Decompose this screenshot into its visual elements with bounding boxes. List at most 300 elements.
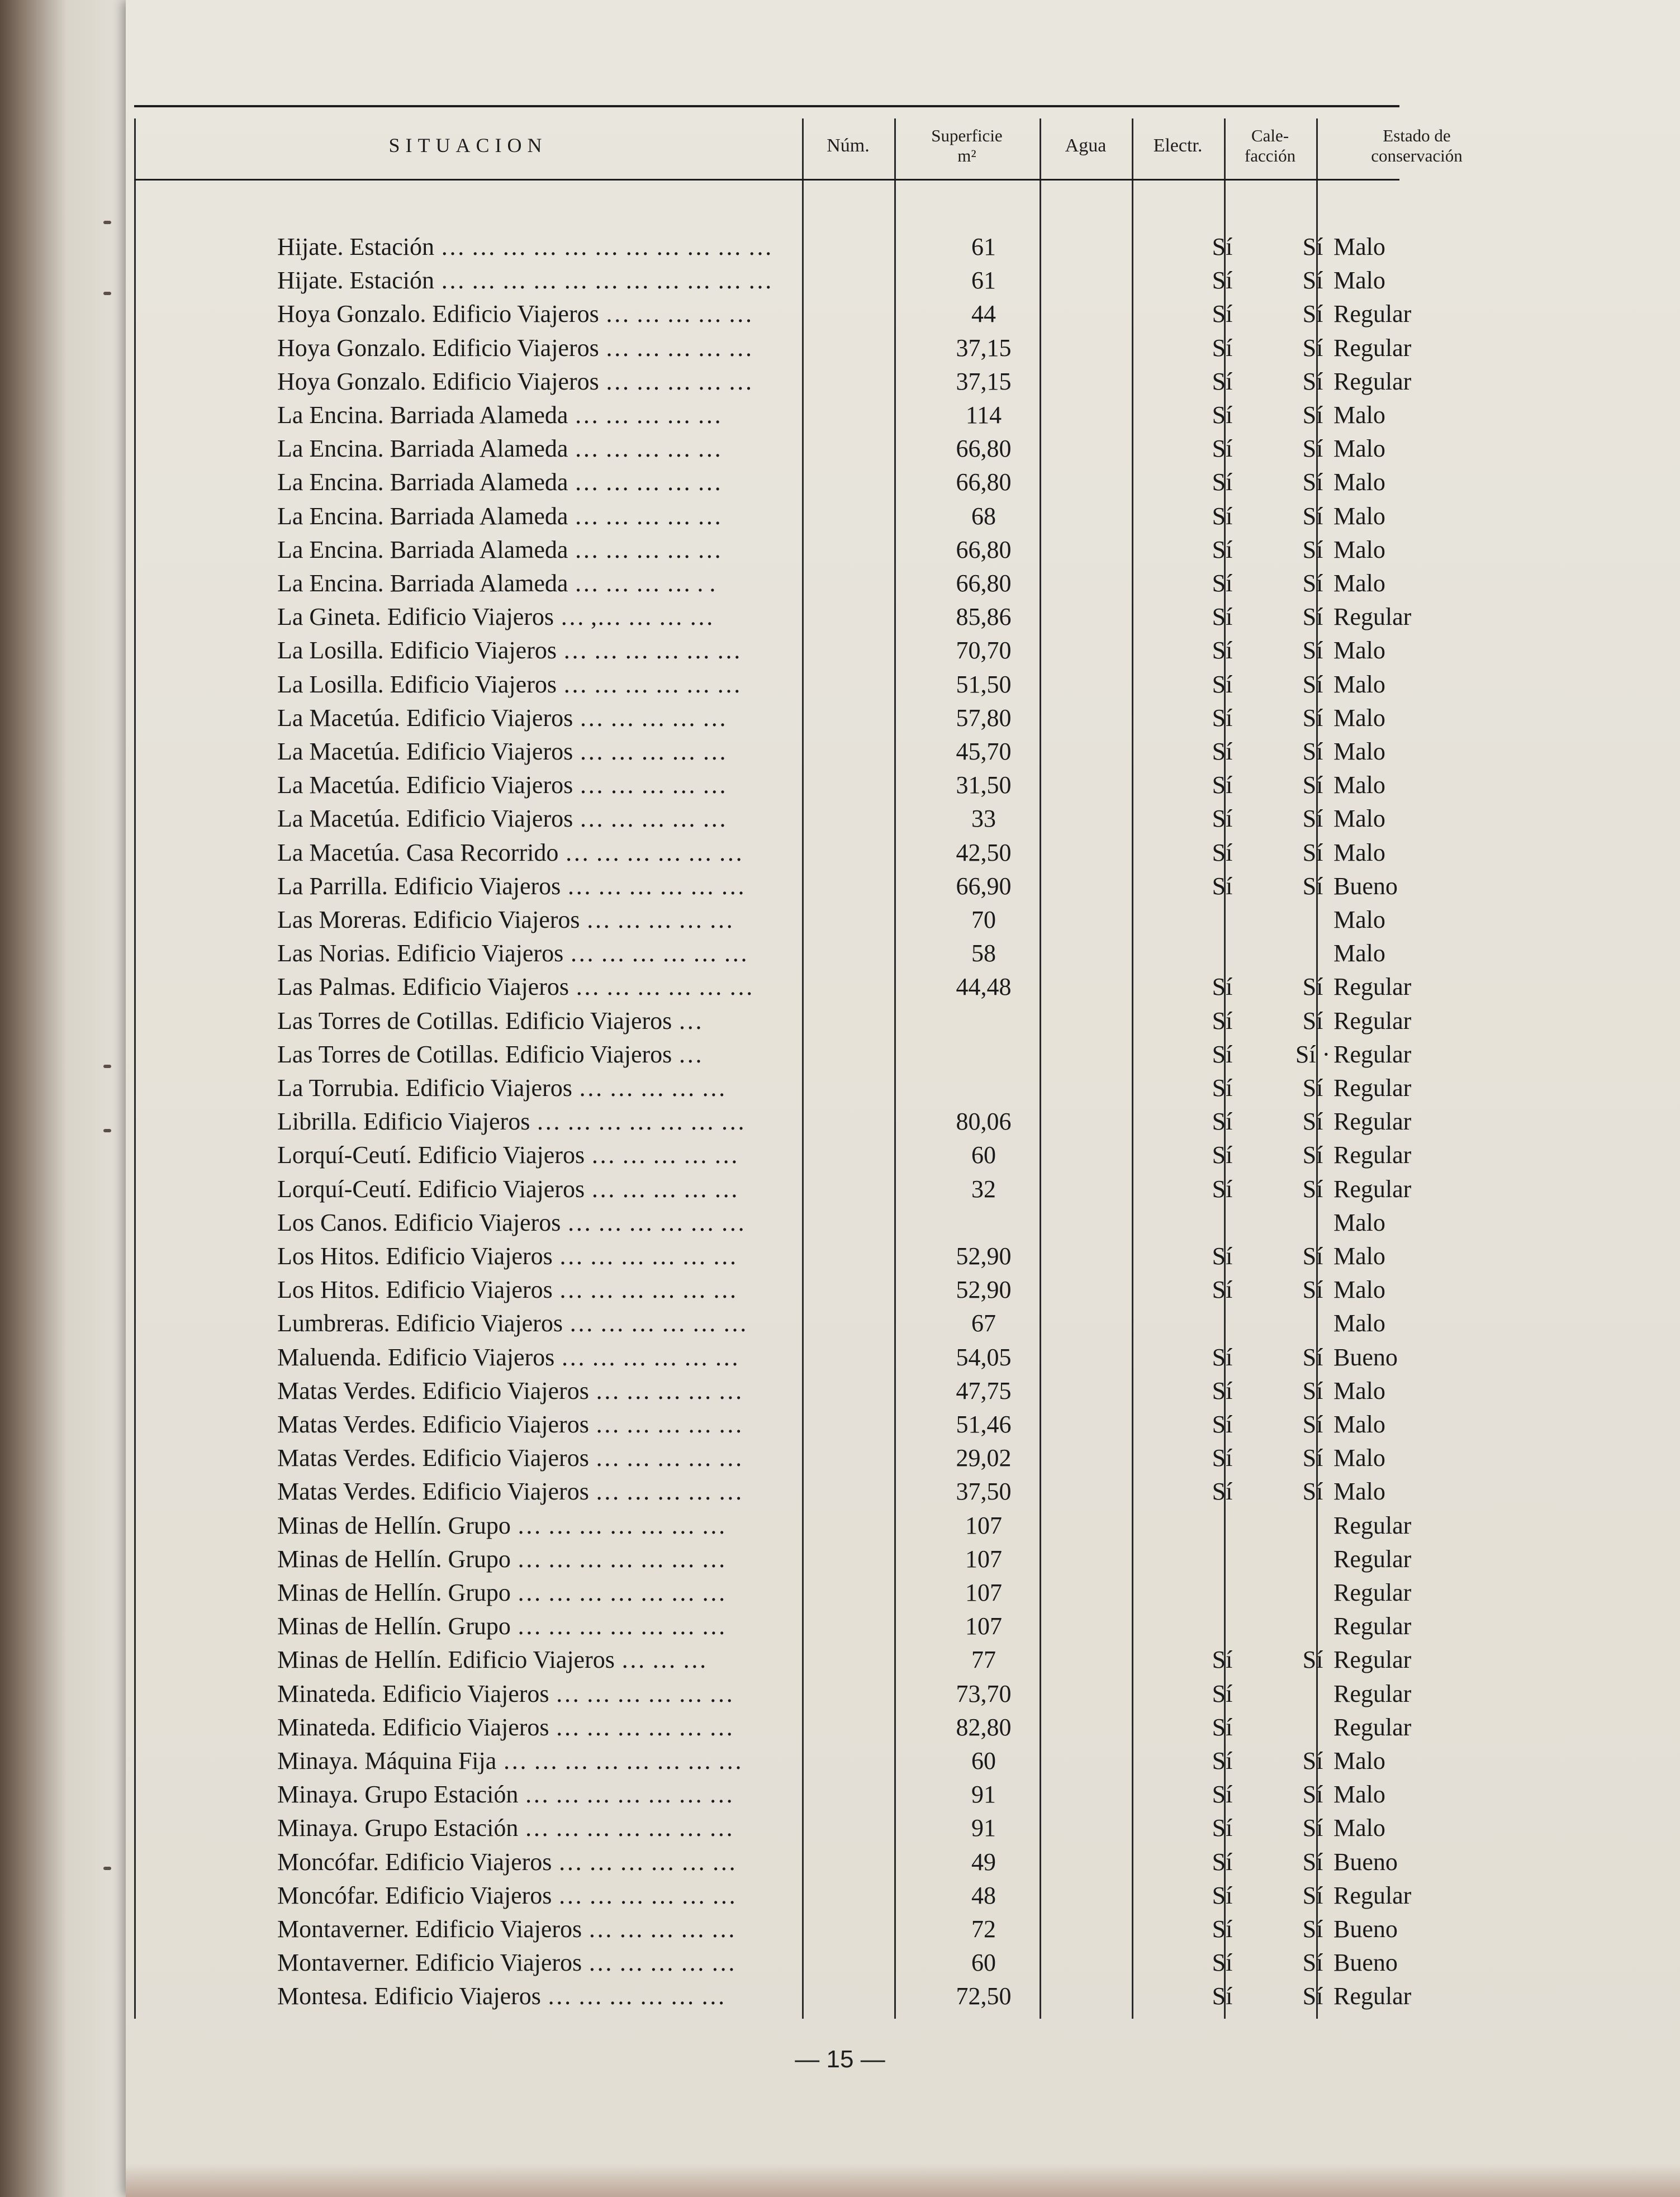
cell-situacion: Matas Verdes. Edificio Viajeros … … … … … <box>277 1478 743 1506</box>
cell-estado: Malo <box>1333 502 1385 530</box>
cell-superficie: 68 <box>971 502 996 530</box>
cell-situacion: Las Norias. Edificio Viajeros … … … … … … <box>277 939 748 967</box>
cell-agua: Sí <box>1212 233 1233 260</box>
cell-situacion: Hoya Gonzalo. Edificio Viajeros … … … … … <box>277 300 753 328</box>
table-row <box>134 1071 1412 1105</box>
cell-estado: Malo <box>1333 939 1385 967</box>
table-row <box>134 1643 1412 1677</box>
cell-electr: Sí <box>1302 1949 1323 1977</box>
cell-superficie: 107 <box>965 1511 1002 1539</box>
cell-agua: Sí <box>1212 1646 1233 1674</box>
header-situacion: SITUACION <box>388 134 548 157</box>
cell-electr: Sí <box>1302 1377 1323 1404</box>
cell-electr: Sí · <box>1295 1040 1331 1068</box>
cell-situacion: Montaverner. Edificio Viajeros … … … … … <box>277 1915 736 1943</box>
cell-estado: Malo <box>1333 1309 1385 1337</box>
inventory-table <box>134 105 1463 2019</box>
cell-situacion: Matas Verdes. Edificio Viajeros … … … … … <box>277 1377 743 1404</box>
table-row <box>134 567 1399 600</box>
cell-agua: Sí <box>1212 1713 1233 1741</box>
table-row <box>134 1004 1412 1038</box>
cell-electr: Sí <box>1302 1814 1323 1842</box>
cell-superficie: 60 <box>971 1949 996 1977</box>
cell-estado: Regular <box>1333 1612 1412 1640</box>
cell-estado: Malo <box>1333 435 1385 463</box>
cell-electr: Sí <box>1302 401 1323 429</box>
cell-superficie: 66,80 <box>956 468 1012 496</box>
cell-agua: Sí <box>1212 502 1233 530</box>
cell-estado: Malo <box>1333 805 1385 833</box>
cell-situacion: Hoya Gonzalo. Edificio Viajeros … … … … … <box>277 334 753 362</box>
cell-situacion: Minateda. Edificio Viajeros … … … … … … <box>277 1679 734 1707</box>
cell-situacion: La Encina. Barriada Alameda … … … … … <box>277 468 722 496</box>
cell-situacion: La Parrilla. Edificio Viajeros … … … … … … <box>277 872 746 900</box>
page-number: — 15 — <box>795 2046 885 2073</box>
cell-superficie: 61 <box>971 267 996 295</box>
cell-situacion: Los Hitos. Edificio Viajeros … … … … … … <box>277 1242 737 1270</box>
cell-electr: Sí <box>1302 1108 1323 1136</box>
cell-situacion: Minateda. Edificio Viajeros … … … … … … <box>277 1713 734 1741</box>
cell-situacion: La Macetúa. Casa Recorrido … … … … … … <box>277 838 743 866</box>
table-row <box>134 1711 1412 1744</box>
cell-electr: Sí <box>1302 1881 1323 1909</box>
cell-estado: Regular <box>1333 334 1412 362</box>
cell-superficie: 51,46 <box>956 1411 1012 1438</box>
table-row <box>134 1543 1412 1576</box>
cell-estado: Regular <box>1333 603 1412 631</box>
cell-situacion: La Macetúa. Edificio Viajeros … … … … … <box>277 704 727 732</box>
cell-estado: Bueno <box>1333 872 1398 900</box>
cell-superficie: 60 <box>971 1141 996 1169</box>
cell-superficie: 37,15 <box>956 367 1012 395</box>
cell-estado: Malo <box>1333 468 1385 496</box>
cell-agua: Sí <box>1212 1411 1233 1438</box>
cell-estado: Malo <box>1333 704 1385 732</box>
cell-estado: Malo <box>1333 1814 1385 1842</box>
cell-estado: Regular <box>1333 1713 1412 1741</box>
cell-agua: Sí <box>1212 1679 1233 1707</box>
cell-agua: Sí <box>1212 1141 1233 1169</box>
cell-superficie: 44 <box>971 300 996 328</box>
cell-electr: Sí <box>1302 334 1323 362</box>
cell-superficie: 80,06 <box>956 1108 1012 1136</box>
table-row <box>134 1610 1412 1643</box>
cell-electr: Sí <box>1302 535 1323 563</box>
table-header <box>134 113 1463 181</box>
header-num: Núm. <box>827 135 870 156</box>
cell-situacion: Hijate. Estación … … … … … … … … … … … <box>277 267 773 295</box>
cell-situacion: Minaya. Grupo Estación … … … … … … … <box>277 1781 734 1809</box>
cell-superficie: 107 <box>965 1612 1002 1640</box>
cell-situacion: Matas Verdes. Edificio Viajeros … … … … … <box>277 1411 743 1438</box>
cell-estado: Malo <box>1333 1242 1385 1270</box>
table-row <box>134 365 1412 398</box>
cell-estado: Malo <box>1333 233 1385 260</box>
cell-electr: Sí <box>1302 704 1323 732</box>
cell-situacion: Moncófar. Edificio Viajeros … … … … … … <box>277 1881 737 1909</box>
cell-agua: Sí <box>1212 1881 1233 1909</box>
cell-superficie: 61 <box>971 233 996 260</box>
table-row <box>134 1341 1399 1374</box>
header-superficie-label: Superficie <box>931 126 1003 146</box>
cell-electr: Sí <box>1302 300 1323 328</box>
table-row <box>134 937 1399 970</box>
cell-agua: Sí <box>1212 1040 1233 1068</box>
cell-superficie: 66,90 <box>956 872 1012 900</box>
table-row <box>134 1105 1412 1138</box>
cell-electr: Sí <box>1302 805 1323 833</box>
cell-agua: Sí <box>1212 838 1233 866</box>
cell-agua: Sí <box>1212 1949 1233 1977</box>
table-row <box>134 398 1399 432</box>
cell-superficie: 70 <box>971 906 996 933</box>
cell-electr: Sí <box>1302 1343 1323 1371</box>
cell-electr: Sí <box>1302 570 1323 597</box>
cell-estado: Malo <box>1333 267 1385 295</box>
cell-electr: Sí <box>1302 1141 1323 1169</box>
cell-superficie: 60 <box>971 1747 996 1774</box>
cell-estado: Malo <box>1333 1747 1385 1774</box>
cell-electr: Sí <box>1302 1747 1323 1774</box>
cell-situacion: La Encina. Barriada Alameda … … … … . . <box>277 570 716 597</box>
cell-agua: Sí <box>1212 1814 1233 1842</box>
cell-superficie: 45,70 <box>956 738 1012 765</box>
cell-estado: Malo <box>1333 1781 1385 1809</box>
cell-estado: Regular <box>1333 1881 1412 1909</box>
cell-superficie: 32 <box>971 1175 996 1203</box>
header-calefaccion-line2: facción <box>1244 146 1296 165</box>
cell-estado: Malo <box>1333 906 1385 933</box>
cell-agua: Sí <box>1212 267 1233 295</box>
cell-estado: Malo <box>1333 1208 1385 1236</box>
cell-agua: Sí <box>1212 1747 1233 1774</box>
cell-estado: Regular <box>1333 1108 1412 1136</box>
cell-agua: Sí <box>1212 1007 1233 1035</box>
table-row <box>134 634 1399 667</box>
cell-situacion: La Macetúa. Edificio Viajeros … … … … … <box>277 805 727 833</box>
cell-situacion: La Encina. Barriada Alameda … … … … … <box>277 502 722 530</box>
table-row <box>134 264 1399 297</box>
table-row <box>134 735 1399 768</box>
cell-situacion: Los Hitos. Edificio Viajeros … … … … … … <box>277 1276 737 1304</box>
cell-agua: Sí <box>1212 1848 1233 1876</box>
table-row <box>134 668 1399 701</box>
cell-situacion: Minas de Hellín. Grupo … … … … … … … <box>277 1511 726 1539</box>
cell-situacion: Los Canos. Edificio Viajeros … … … … … … <box>277 1208 746 1236</box>
header-superficie-unit: m² <box>957 146 976 165</box>
cell-agua: Sí <box>1212 1276 1233 1304</box>
cell-superficie: 42,50 <box>956 838 1012 866</box>
cell-estado: Malo <box>1333 1377 1385 1404</box>
cell-estado: Regular <box>1333 1040 1412 1068</box>
cell-estado: Regular <box>1333 367 1412 395</box>
cell-situacion: Minas de Hellín. Grupo … … … … … … … <box>277 1612 726 1640</box>
cell-situacion: Las Moreras. Edificio Viajeros … … … … … <box>277 906 734 933</box>
cell-situacion: Lorquí-Ceutí. Edificio Viajeros … … … … … <box>277 1141 739 1169</box>
cell-superficie: 31,50 <box>956 771 1012 799</box>
cell-situacion: Maluenda. Edificio Viajeros … … … … … … <box>277 1343 739 1371</box>
cell-situacion: Montaverner. Edificio Viajeros … … … … … <box>277 1949 736 1977</box>
cell-estado: Regular <box>1333 1982 1412 2010</box>
header-estado-line2: conservación <box>1371 146 1463 165</box>
cell-situacion: Hoya Gonzalo. Edificio Viajeros … … … … … <box>277 367 753 395</box>
cell-situacion: La Losilla. Edificio Viajeros … … … … … … <box>277 670 741 698</box>
cell-situacion: La Gineta. Edificio Viajeros … ,… … … … <box>277 603 714 631</box>
cell-agua: Sí <box>1212 367 1233 395</box>
cell-electr: Sí <box>1302 771 1323 799</box>
cell-superficie: 72,50 <box>956 1982 1012 2010</box>
table-row <box>134 1778 1399 1811</box>
cell-estado: Malo <box>1333 670 1385 698</box>
cell-agua: Sí <box>1212 603 1233 631</box>
cell-estado: Regular <box>1333 1175 1412 1203</box>
table-row <box>134 600 1412 634</box>
cell-agua: Sí <box>1212 1377 1233 1404</box>
cell-electr: Sí <box>1302 233 1323 260</box>
table-row <box>134 500 1399 533</box>
cell-superficie: 33 <box>971 805 996 833</box>
table-row <box>134 1206 1399 1240</box>
cell-electr: Sí <box>1302 1982 1323 2010</box>
table-row <box>134 1273 1399 1307</box>
table-row <box>134 701 1399 735</box>
cell-estado: Regular <box>1333 1511 1412 1539</box>
table-row <box>134 1744 1399 1778</box>
cell-situacion: Minaya. Máquina Fija … … … … … … … … <box>277 1747 743 1774</box>
cell-electr: Sí <box>1302 468 1323 496</box>
cell-superficie: 49 <box>971 1848 996 1876</box>
cell-electr: Sí <box>1302 872 1323 900</box>
cell-superficie: 107 <box>965 1579 1002 1606</box>
cell-estado: Regular <box>1333 300 1412 328</box>
cell-agua: Sí <box>1212 637 1233 665</box>
cell-electr: Sí <box>1302 738 1323 765</box>
cell-situacion: Las Torres de Cotillas. Edificio Viajeros … <box>277 1040 703 1068</box>
table-row <box>134 1240 1399 1273</box>
table-row <box>134 1307 1399 1340</box>
table-row <box>134 1845 1399 1879</box>
cell-superficie: 57,80 <box>956 704 1012 732</box>
cell-estado: Malo <box>1333 1411 1385 1438</box>
cell-superficie: 91 <box>971 1781 996 1809</box>
cell-superficie: 37,50 <box>956 1478 1012 1506</box>
cell-situacion: Minas de Hellín. Grupo … … … … … … … <box>277 1579 726 1606</box>
cell-situacion: Las Palmas. Edificio Viajeros … … … … … … <box>277 973 753 1001</box>
cell-electr: Sí <box>1302 367 1323 395</box>
cell-superficie: 91 <box>971 1814 996 1842</box>
table-row <box>134 1374 1399 1408</box>
table-row <box>134 970 1412 1004</box>
cell-electr: Sí <box>1302 637 1323 665</box>
cell-agua: Sí <box>1212 1444 1233 1472</box>
cell-situacion: Minaya. Grupo Estación … … … … … … … <box>277 1814 734 1842</box>
cell-electr: Sí <box>1302 1411 1323 1438</box>
header-superficie <box>894 113 1040 179</box>
cell-superficie: 66,80 <box>956 535 1012 563</box>
cell-estado: Regular <box>1333 1141 1412 1169</box>
cell-situacion: La Macetúa. Edificio Viajeros … … … … … <box>277 738 727 765</box>
cell-electr: Sí <box>1302 1444 1323 1472</box>
table-row <box>134 903 1399 937</box>
cell-agua: Sí <box>1212 771 1233 799</box>
table-row <box>134 836 1399 870</box>
cell-agua: Sí <box>1212 1175 1233 1203</box>
cell-situacion: La Macetúa. Edificio Viajeros … … … … … <box>277 771 727 799</box>
table-row <box>134 432 1399 466</box>
cell-electr: Sí <box>1302 1646 1323 1674</box>
cell-agua: Sí <box>1212 401 1233 429</box>
cell-superficie: 51,50 <box>956 670 1012 698</box>
cell-electr: Sí <box>1302 267 1323 295</box>
table-row <box>134 1138 1412 1172</box>
cell-estado: Regular <box>1333 1545 1412 1573</box>
cell-situacion: La Torrubia. Edificio Viajeros … … … … … <box>277 1074 726 1102</box>
cell-electr: Sí <box>1302 1848 1323 1876</box>
cell-estado: Malo <box>1333 838 1385 866</box>
cell-situacion: La Encina. Barriada Alameda … … … … … <box>277 401 722 429</box>
cell-estado: Malo <box>1333 535 1385 563</box>
cell-estado: Regular <box>1333 1646 1412 1674</box>
cell-situacion: Montesa. Edificio Viajeros … … … … … … <box>277 1982 725 2010</box>
binding-mark <box>103 1065 111 1068</box>
cell-estado: Malo <box>1333 401 1385 429</box>
cell-superficie: 114 <box>965 401 1002 429</box>
cell-agua: Sí <box>1212 973 1233 1001</box>
cell-superficie: 107 <box>965 1545 1002 1573</box>
table-row <box>134 870 1399 903</box>
cell-superficie: 77 <box>971 1646 996 1674</box>
cell-situacion: La Encina. Barriada Alameda … … … … … <box>277 535 722 563</box>
cell-agua: Sí <box>1212 1242 1233 1270</box>
cell-agua: Sí <box>1212 1108 1233 1136</box>
table-row <box>134 802 1399 836</box>
cell-superficie: 70,70 <box>956 637 1012 665</box>
cell-electr: Sí <box>1302 1478 1323 1506</box>
cell-superficie: 72 <box>971 1915 996 1943</box>
cell-situacion: La Encina. Barriada Alameda … … … … … <box>277 435 722 463</box>
cell-agua: Sí <box>1212 468 1233 496</box>
header-agua: Agua <box>1065 135 1107 156</box>
cell-agua: Sí <box>1212 300 1233 328</box>
cell-estado: Bueno <box>1333 1848 1398 1876</box>
cell-estado: Bueno <box>1333 1343 1398 1371</box>
table-row <box>134 1509 1412 1543</box>
table-row <box>134 1576 1412 1610</box>
cell-situacion: Lumbreras. Edificio Viajeros … … … … … … <box>277 1309 747 1337</box>
cell-superficie: 54,05 <box>956 1343 1012 1371</box>
table-row <box>134 1408 1399 1441</box>
cell-situacion: Moncófar. Edificio Viajeros … … … … … … <box>277 1848 737 1876</box>
cell-agua: Sí <box>1212 738 1233 765</box>
cell-situacion: Hijate. Estación … … … … … … … … … … … <box>277 233 773 260</box>
cell-situacion: Minas de Hellín. Grupo … … … … … … … <box>277 1545 726 1573</box>
cell-estado: Malo <box>1333 738 1385 765</box>
cell-agua: Sí <box>1212 435 1233 463</box>
cell-superficie: 58 <box>971 939 996 967</box>
cell-estado: Malo <box>1333 1276 1385 1304</box>
cell-estado: Malo <box>1333 570 1385 597</box>
cell-electr: Sí <box>1302 1915 1323 1943</box>
cell-estado: Bueno <box>1333 1949 1398 1977</box>
cell-estado: Regular <box>1333 1074 1412 1102</box>
cell-situacion: Librilla. Edificio Viajeros … … … … … … … <box>277 1108 746 1136</box>
table-row <box>134 1811 1399 1845</box>
table-row <box>134 1475 1399 1508</box>
cell-electr: Sí <box>1302 435 1323 463</box>
cell-superficie: 47,75 <box>956 1377 1012 1404</box>
table-row <box>134 331 1412 365</box>
cell-estado: Bueno <box>1333 1915 1398 1943</box>
table-row <box>134 466 1399 499</box>
cell-situacion: La Losilla. Edificio Viajeros … … … … … … <box>277 637 741 665</box>
table-row <box>134 1441 1399 1475</box>
cell-situacion: Las Torres de Cotillas. Edificio Viajeros … <box>277 1007 703 1035</box>
cell-superficie: 85,86 <box>956 603 1012 631</box>
cell-electr: Sí <box>1302 838 1323 866</box>
cell-superficie: 37,15 <box>956 334 1012 362</box>
header-calefaccion <box>1224 113 1316 179</box>
table-row <box>134 1677 1412 1711</box>
cell-agua: Sí <box>1212 1074 1233 1102</box>
cell-electr: Sí <box>1302 1074 1323 1102</box>
cell-agua: Sí <box>1212 535 1233 563</box>
cell-agua: Sí <box>1212 872 1233 900</box>
cell-agua: Sí <box>1212 1781 1233 1809</box>
cell-estado: Malo <box>1333 1478 1385 1506</box>
table-row <box>134 1946 1399 1980</box>
cell-electr: Sí <box>1302 603 1323 631</box>
cell-electr: Sí <box>1302 502 1323 530</box>
table-row <box>134 1173 1412 1206</box>
cell-agua: Sí <box>1212 704 1233 732</box>
cell-superficie: 44,48 <box>956 973 1012 1001</box>
table-row <box>134 1879 1412 1913</box>
header-estado-line1: Estado de <box>1383 126 1451 146</box>
table-row <box>134 1913 1399 1946</box>
header-estado <box>1316 113 1517 179</box>
cell-superficie: 48 <box>971 1881 996 1909</box>
header-electr: Electr. <box>1153 135 1203 156</box>
cell-superficie: 66,80 <box>956 435 1012 463</box>
binding-mark <box>103 292 111 295</box>
cell-superficie: 82,80 <box>956 1713 1012 1741</box>
cell-estado: Regular <box>1333 1679 1412 1707</box>
cell-agua: Sí <box>1212 805 1233 833</box>
binding-mark <box>103 1867 111 1870</box>
cell-agua: Sí <box>1212 570 1233 597</box>
cell-electr: Sí <box>1302 973 1323 1001</box>
table-row <box>134 1980 1412 2013</box>
cell-estado: Malo <box>1333 637 1385 665</box>
cell-estado: Regular <box>1333 1579 1412 1606</box>
cell-estado: Malo <box>1333 771 1385 799</box>
cell-electr: Sí <box>1302 1781 1323 1809</box>
cell-superficie: 52,90 <box>956 1242 1012 1270</box>
cell-electr: Sí <box>1302 1276 1323 1304</box>
cell-electr: Sí <box>1302 670 1323 698</box>
cell-situacion: Minas de Hellín. Edificio Viajeros … … … <box>277 1646 707 1674</box>
cell-agua: Sí <box>1212 1915 1233 1943</box>
cell-electr: Sí <box>1302 1175 1323 1203</box>
table-row <box>134 1038 1412 1071</box>
cell-estado: Regular <box>1333 973 1412 1001</box>
cell-electr: Sí <box>1302 1007 1323 1035</box>
cell-superficie: 67 <box>971 1309 996 1337</box>
cell-electr: Sí <box>1302 1242 1323 1270</box>
cell-agua: Sí <box>1212 670 1233 698</box>
cell-estado: Malo <box>1333 1444 1385 1472</box>
cell-agua: Sí <box>1212 1343 1233 1371</box>
